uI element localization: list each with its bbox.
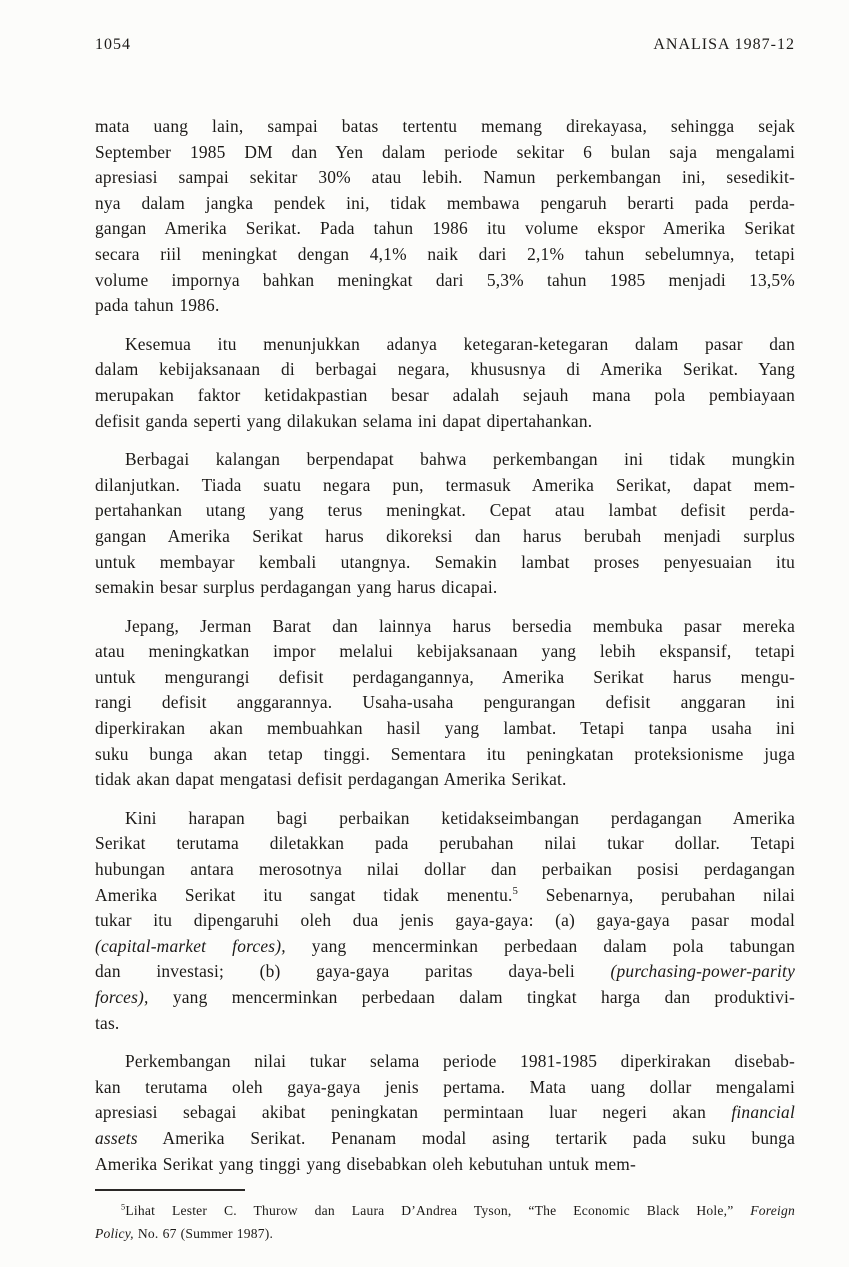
text-segment: mata uang lain, sampai batas tertentu memang direkayasa, sehingga sejak	[95, 116, 795, 136]
text-segment: gangan Amerika Serikat harus dikoreksi dan harus berubah menjadi surplus	[95, 525, 795, 546]
text-segment: nya dalam jangka pendek ini, tidak membawa pengaruh berarti pada perda-	[95, 192, 795, 213]
text-line	[95, 216, 795, 242]
text-segment: Perkembangan nilai tukar selama periode 1981-1985 diperkirakan disebab-	[125, 1051, 795, 1072]
italic-text: Foreign	[750, 1203, 795, 1219]
text-line	[95, 293, 795, 319]
text-segment: September 1985 DM dan Yen dalam periode sekitar 6 bulan saja mengalami	[95, 141, 795, 162]
text-segment: untuk mengurangi defisit perdagangannya, Amerika Serikat harus mengu-	[95, 666, 795, 687]
text-line	[95, 1049, 795, 1075]
text-segment: pertahankan utang yang terus meningkat. Cepat atau lambat defisit perda-	[95, 500, 795, 521]
text-segment: Amerika Serikat. Penanam modal asing tertarik pada suku bunga	[137, 1127, 795, 1148]
text-line	[95, 1100, 795, 1126]
article-body	[95, 114, 795, 1177]
italic-text: (purchasing-power-parity	[610, 961, 795, 982]
text-segment: gangan Amerika Serikat. Pada tahun 1986 itu volume ekspor Amerika Serikat	[95, 218, 795, 239]
text-line	[95, 114, 795, 140]
footnote-area	[95, 1189, 795, 1245]
text-segment: merupakan faktor ketidakpastian besar adalah sejauh mana pola pembiayaan	[95, 384, 795, 405]
text-segment: Lihat Lester C. Thurow dan Laura D’Andrea Tyson, “The Economic Black Hole,”	[125, 1203, 751, 1219]
paragraph	[95, 332, 795, 434]
text-segment: hubungan antara merosotnya nilai dollar dan perbaikan posisi perdagangan	[95, 859, 795, 880]
text-segment: Amerika Serikat itu sangat tidak menentu.	[95, 884, 513, 905]
text-line	[95, 165, 795, 191]
text-line	[95, 332, 795, 358]
text-segment: dalam kebijaksanaan di berbagai negara, khususnya di Amerika Serikat. Yang	[95, 359, 795, 380]
text-line	[95, 191, 795, 217]
text-segment: Serikat terutama diletakkan pada perubahan nilai tukar dollar. Tetapi	[95, 833, 795, 854]
text-segment: untuk membayar kembali utangnya. Semakin lambat proses penyesuaian itu	[95, 551, 795, 572]
text-line	[95, 383, 795, 409]
text-line	[95, 614, 795, 640]
text-line	[95, 268, 795, 294]
text-line	[95, 883, 795, 909]
text-line	[95, 716, 795, 742]
journal-title: ANALISA 1987-12	[653, 36, 795, 53]
text-column	[95, 36, 795, 1245]
text-segment: Jepang, Jerman Barat dan lainnya harus bersedia membuka pasar mereka	[125, 615, 795, 636]
text-line	[95, 1075, 795, 1101]
italic-text: Policy,	[95, 1226, 134, 1242]
running-header	[95, 36, 795, 54]
italic-text: forces),	[95, 987, 149, 1007]
text-segment: volume impornya bahkan meningkat dari 5,3% tahun 1985 menjadi 13,5%	[95, 269, 795, 290]
text-line	[95, 639, 795, 665]
text-line	[95, 959, 795, 985]
text-segment: pada tahun 1986.	[95, 295, 220, 316]
text-segment: dan investasi; (b) gaya-gaya paritas daya-beli	[95, 961, 611, 982]
text-line	[95, 665, 795, 691]
text-segment: tas.	[95, 1012, 120, 1033]
text-segment: rangi defisit anggarannya. Usaha-usaha pengurangan defisit anggaran ini	[95, 692, 795, 713]
text-line	[95, 1222, 795, 1245]
text-segment: yang mencerminkan perbedaan dalam pola tabungan	[285, 935, 795, 956]
text-line	[95, 806, 795, 832]
text-segment: defisit ganda seperti yang dilakukan selama ini dapat dipertahankan.	[95, 410, 593, 431]
text-segment: yang mencerminkan perbedaan dalam tingkat harga dan produktivi-	[148, 987, 795, 1007]
text-segment: kan terutama oleh gaya-gaya jenis pertama. Mata uang dollar mengalami	[95, 1076, 795, 1097]
paragraph	[95, 806, 795, 1036]
text-line	[95, 550, 795, 576]
text-segment: Kini harapan bagi perbaikan ketidakseimbangan perdagangan Amerika	[125, 807, 795, 828]
text-segment: Berbagai kalangan berpendapat bahwa perkembangan ini tidak mungkin	[125, 449, 795, 470]
text-line	[95, 1126, 795, 1152]
text-segment: No. 67 (Summer 1987).	[133, 1226, 274, 1242]
text-segment: Kesemua itu menunjukkan adanya ketegaran-ketegaran dalam pasar dan	[125, 333, 795, 354]
italic-text: financial	[731, 1102, 795, 1123]
text-line	[95, 1152, 795, 1178]
text-line	[95, 985, 795, 1011]
text-line	[95, 831, 795, 857]
text-line	[95, 1199, 795, 1222]
text-segment: apresiasi sebagai akibat peningkatan permintaan luar negeri akan	[95, 1102, 732, 1123]
text-segment: suku bunga akan tetap tinggi. Sementara itu peningkatan proteksionisme juga	[95, 743, 795, 764]
text-line	[95, 767, 795, 793]
text-line	[95, 140, 795, 166]
text-line	[95, 242, 795, 268]
text-line	[95, 473, 795, 499]
text-segment: dilanjutkan. Tiada suatu negara pun, termasuk Amerika Serikat, dapat mem-	[95, 474, 795, 495]
text-line	[95, 409, 795, 435]
text-segment: Amerika Serikat yang tinggi yang disebabkan oleh kebutuhan untuk mem-	[95, 1153, 637, 1174]
text-line	[95, 934, 795, 960]
text-line	[95, 1011, 795, 1037]
footnote-marker: 5	[121, 1201, 126, 1212]
text-segment: apresiasi sampai sekitar 30% atau lebih. Namun perkembangan ini, sesedikit-	[95, 167, 795, 188]
text-line	[95, 498, 795, 524]
footnote	[95, 1199, 795, 1245]
italic-text: (capital-market forces),	[95, 935, 286, 956]
paragraph	[95, 614, 795, 793]
text-segment: Sebenarnya, perubahan nilai	[518, 884, 795, 905]
text-line	[95, 908, 795, 934]
text-line	[95, 742, 795, 768]
paragraph	[95, 447, 795, 601]
text-line	[95, 857, 795, 883]
text-segment: tukar itu dipengaruhi oleh dua jenis gaya-gaya: (a) gaya-gaya pasar modal	[95, 910, 795, 931]
text-segment: semakin besar surplus perdagangan yang harus dicapai.	[95, 577, 498, 598]
text-segment: secara riil meningkat dengan 4,1% naik dari 2,1% tahun sebelumnya, tetapi	[95, 243, 795, 264]
text-line	[95, 357, 795, 383]
text-segment: atau meningkatkan impor melalui kebijaksanaan yang lebih ekspansif, tetapi	[95, 641, 795, 662]
text-segment: diperkirakan akan membuahkan hasil yang lambat. Tetapi tanpa usaha ini	[95, 718, 795, 739]
text-line	[95, 575, 795, 601]
text-line	[95, 524, 795, 550]
footnote-marker: 5	[512, 884, 519, 897]
page-number: 1054	[95, 36, 131, 53]
text-line	[95, 447, 795, 473]
paragraph	[95, 114, 795, 319]
paragraph	[95, 1049, 795, 1177]
italic-text: assets	[95, 1127, 138, 1148]
text-line	[95, 690, 795, 716]
footnote-divider	[95, 1189, 245, 1191]
text-segment: tidak akan dapat mengatasi defisit perdagangan Amerika Serikat.	[95, 769, 567, 790]
